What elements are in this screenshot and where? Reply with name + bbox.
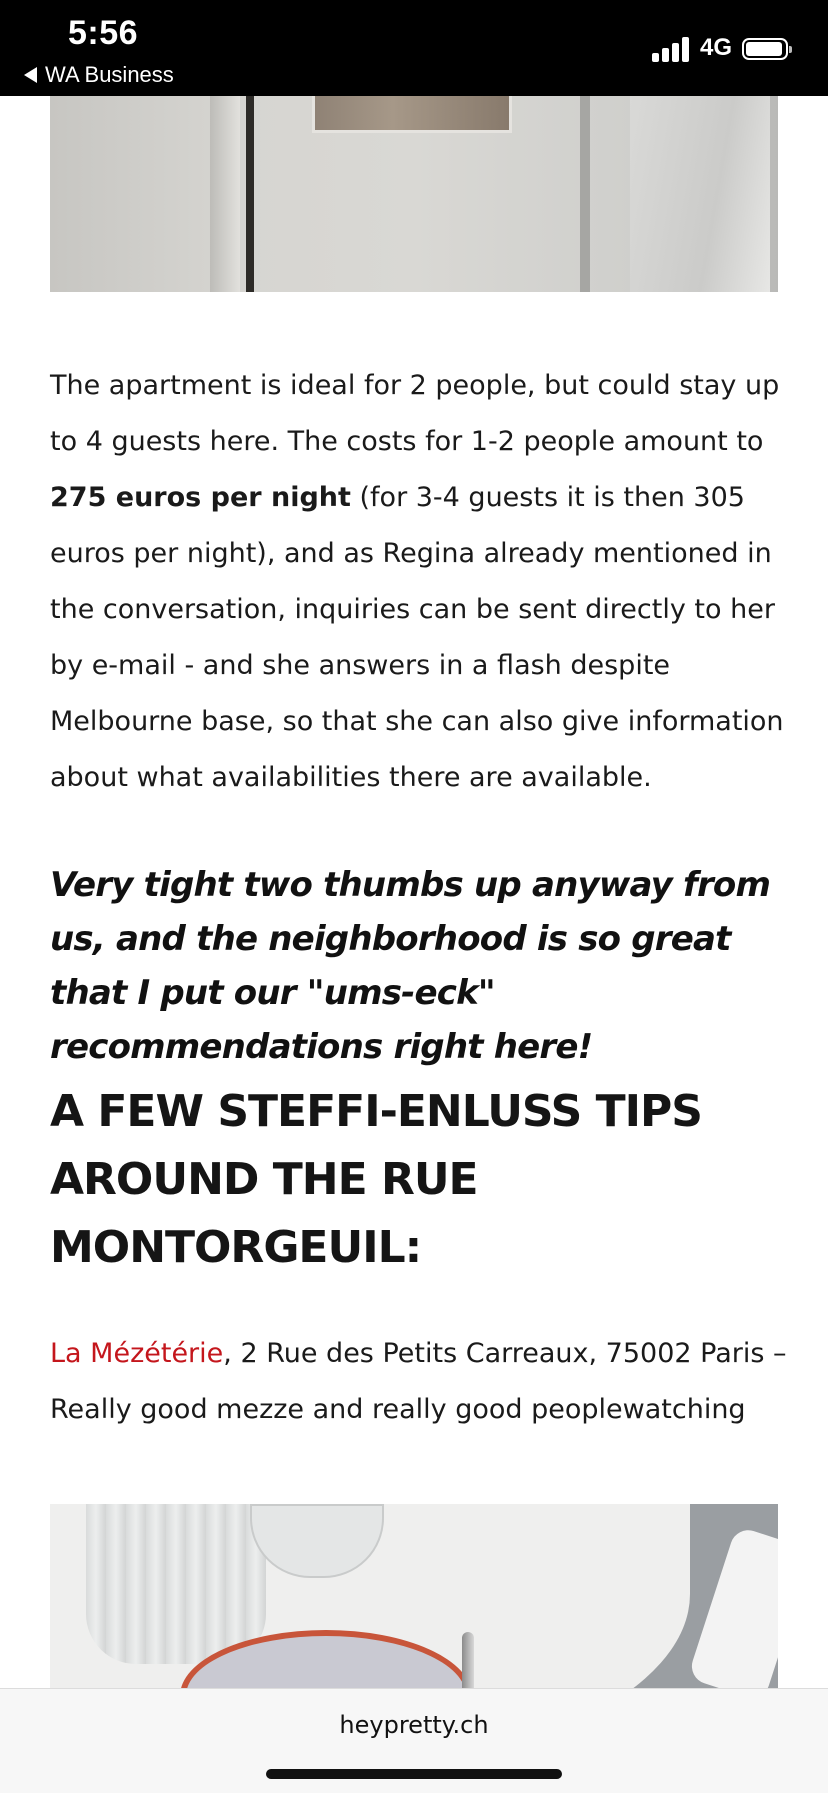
- tip-paragraph: [50, 1326, 790, 1438]
- signal-icon: [652, 36, 692, 62]
- recommendation-quote: Very tight two thumbs up anyway from us, and the neighborhood is so great that I put our "ums-eck" recommendations right here!: [50, 865, 771, 1067]
- status-bar: [0, 0, 828, 96]
- restaurant-photo: [50, 1504, 778, 1688]
- browser-address-bar[interactable]: [0, 1688, 828, 1793]
- section-heading: A FEW STEFFI-ENLUSS TIPS AROUND THE RUE MONTORGEUIL:: [50, 1086, 702, 1273]
- domain-label[interactable]: heypretty.ch: [339, 1711, 489, 1739]
- home-indicator[interactable]: [266, 1769, 562, 1779]
- apartment-paragraph: [50, 358, 790, 806]
- battery-icon: [742, 38, 788, 60]
- restaurant-link[interactable]: La Mézétérie: [50, 1338, 224, 1369]
- back-arrow-icon: [24, 67, 37, 83]
- back-to-app-button[interactable]: [24, 62, 174, 88]
- status-time: 5:56: [68, 14, 139, 52]
- paragraph-text-1: The apartment is ideal for 2 people, but could stay up to 4 guests here. The costs for 1-2 people amount to: [50, 370, 780, 457]
- price-highlight: 275 euros per night: [50, 482, 351, 513]
- network-label: 4G: [700, 34, 733, 61]
- back-app-label: WA Business: [45, 62, 174, 87]
- tip-text: , 2 Rue des Petits Carreaux, 75002 Paris – Really good mezze and really good peoplewatching: [50, 1338, 787, 1425]
- apartment-photo: [50, 96, 778, 292]
- paragraph-text-2: (for 3-4 guests it is then 305 euros per night), and as Regina already mentioned in the conversation, inquiries can be sent directly to her by e-mail - and she answers in a flash despite Melbourne base, so that she can also give information about what availabilities there are available.: [50, 482, 784, 793]
